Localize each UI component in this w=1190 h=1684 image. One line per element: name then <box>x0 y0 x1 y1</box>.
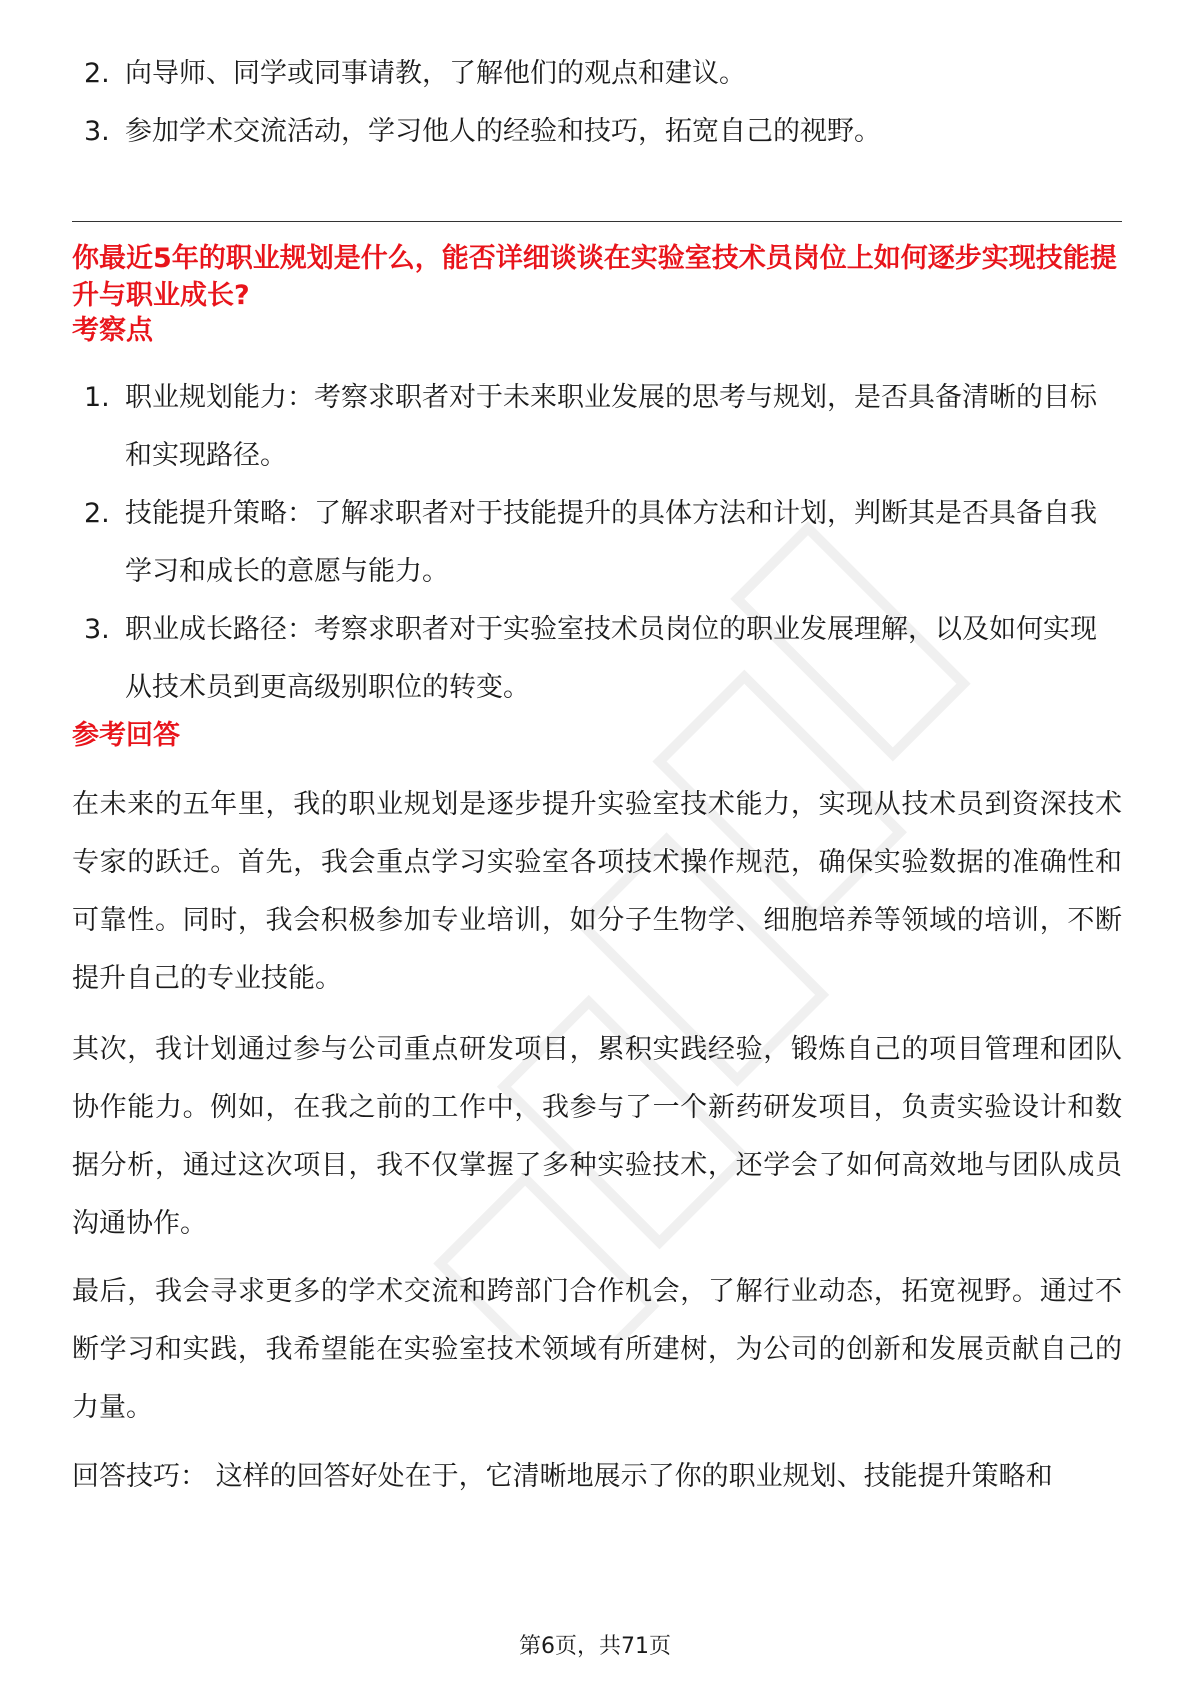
list-item <box>72 45 1122 103</box>
points-list <box>72 369 1122 717</box>
answer-tip: 回答技巧： 这样的回答好处在于，它清晰地展示了你的职业规划、技能提升策略和 <box>72 1461 1053 1492</box>
list-text: 职业成长路径：考察求职者对于实验室技术员岗位的职业发展理解，以及如何实现从技术员到更高级别职位的转变。 <box>125 614 1097 703</box>
section-divider <box>72 221 1122 222</box>
answer-paragraph: 最后，我会寻求更多的学术交流和跨部门合作机会，了解行业动态，拓宽视野。通过不断学习和实践，我希望能在实验室技术领域有所建树，为公司的创新和发展贡献自己的力量。 <box>72 1276 1122 1423</box>
top-list <box>72 45 1122 161</box>
list-item <box>72 369 1122 485</box>
page-footer: 第6页，共71页 <box>519 1634 671 1659</box>
list-item <box>72 601 1122 717</box>
list-number: 2. <box>84 58 110 89</box>
list-item <box>72 485 1122 601</box>
list-text: 参加学术交流活动，学习他人的经验和技巧，拓宽自己的视野。 <box>125 116 881 147</box>
question-heading: 你最近5年的职业规划是什么，能否详细谈谈在实验室技术员岗位上如何逐步实现技能提升与职业成长? <box>72 243 1117 311</box>
list-text: 职业规划能力：考察求职者对于未来职业发展的思考与规划，是否具备清晰的目标和实现路径。 <box>125 382 1097 471</box>
section-title-points: 考察点 <box>72 315 153 346</box>
list-number: 1. <box>84 382 110 413</box>
list-number: 2. <box>84 498 110 529</box>
list-item <box>72 103 1122 161</box>
answer-paragraph: 其次，我计划通过参与公司重点研发项目，累积实践经验，锻炼自己的项目管理和团队协作能力。例如，在我之前的工作中，我参与了一个新药研发项目，负责实验设计和数据分析，通过这次项目，我不仅掌握了多种实验技术，还学会了如何高效地与团队成员沟通协作。 <box>72 1034 1122 1239</box>
list-text: 向导师、同学或同事请教，了解他们的观点和建议。 <box>125 58 746 89</box>
list-text: 技能提升策略：了解求职者对于技能提升的具体方法和计划，判断其是否具备自我学习和成长的意愿与能力。 <box>125 498 1097 587</box>
list-number: 3. <box>84 116 110 147</box>
section-title-answer: 参考回答 <box>72 720 180 751</box>
answer-paragraph: 在未来的五年里，我的职业规划是逐步提升实验室技术能力，实现从技术员到资深技术专家的跃迁。首先，我会重点学习实验室各项技术操作规范，确保实验数据的准确性和可靠性。同时，我会积极参加专业培训，如分子生物学、细胞培养等领域的培训，不断提升自己的专业技能。 <box>72 789 1122 994</box>
list-number: 3. <box>84 614 110 645</box>
